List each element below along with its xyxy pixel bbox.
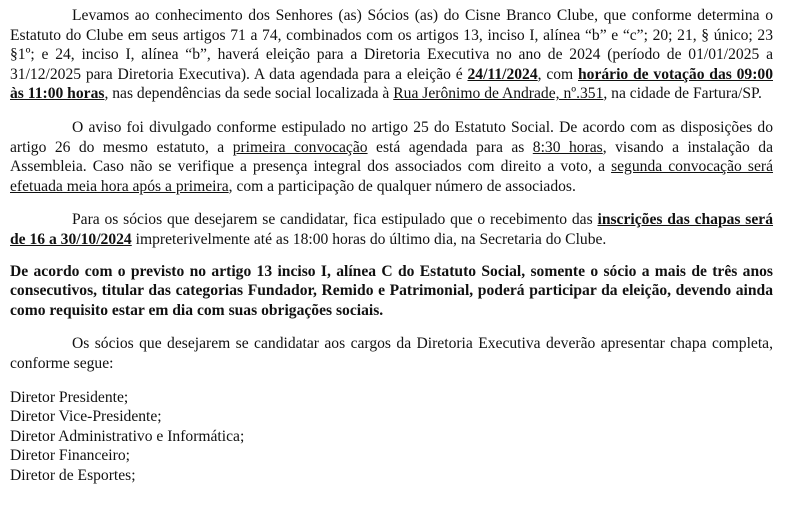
paragraph-convocation (10, 118, 773, 196)
first-call: primeira convocação (232, 138, 368, 156)
first-call-time: 8:30 horas (532, 138, 603, 156)
club-address: Rua Jerônimo de Andrade, nº.351 (393, 85, 604, 103)
registrations-text-b: impreterivelmente até as 18:00 horas do último dia, na Secretaria do Clube. (131, 230, 607, 248)
list-item: Diretor Presidente; (10, 388, 129, 406)
election-date: 24/11/2024 (467, 65, 538, 83)
paragraph-eligibility: De acordo com o previsto no artigo 13 inciso I, alínea C do Estatuto Social, somente o sócio a mais de três anos consecutivos, titular das categorias Fundador, Remido e Patrimonial, poderá participar da eleição, devendo ainda como requisito estar em dia com suas obrigações sociais. (10, 262, 773, 319)
paragraph-election-notice (10, 6, 773, 104)
notice-text-b: , com (537, 65, 578, 83)
notice-text-a: Levamos ao conhecimento dos Senhores (as) Sócios (as) do Cisne Branco Clube, que conforme determina o Estatuto do Clube em seus artigos 71 a 74, combinados com os artigos 13, inciso I, alínea “b” e “c”; 20; 21, § único; 23 §1º; e 24, inciso I, alínea “b”, haverá eleição para a Diretoria Executiva no ano de 2024 (período de 01/01/2025 a 31/12/2025 para Diretoria Executiva). A data agendada para a eleição é (10, 7, 773, 83)
notice-text-c: , nas dependências da sede social localizada à (104, 85, 394, 103)
notice-text-d: , na cidade de Fartura/SP. (603, 85, 762, 103)
voting-hours: horário de votação das 09:00 às 11:00 horas (10, 65, 773, 103)
positions-list (10, 388, 773, 486)
registrations-text-a: Para os sócios que desejarem se candidatar, fica estipulado que o recebimento das (72, 211, 598, 229)
list-item: Diretor Administrativo e Informática; (10, 427, 245, 445)
list-item: Diretor de Esportes; (10, 466, 136, 484)
list-item: Diretor Vice-Presidente; (10, 408, 162, 426)
convocation-text-a: O aviso foi divulgado conforme estipulado no artigo 25 do Estatuto Social. De acordo com as disposições do artigo 26 do mesmo estatuto, a (10, 118, 773, 156)
second-call: segunda convocação será efetuada meia hora após a primeira (10, 158, 773, 195)
list-item: Diretor Financeiro; (10, 447, 130, 465)
convocation-text-d: , com a participação de qualquer número de associados. (228, 177, 576, 195)
convocation-text-b: está agendada para as (367, 138, 533, 156)
registration-period: inscrições das chapas será de 16 a 30/10/2024 (10, 211, 774, 248)
paragraph-candidacy: Os sócios que desejarem se candidatar aos cargos da Diretoria Executiva deverão apresentar chapa completa, conforme segue: (10, 335, 773, 372)
convocation-text-c: , visando a instalação da Assembleia. Caso não se verifique a presença integral dos associados com direito a voto, a (10, 138, 773, 176)
paragraph-registrations (10, 210, 773, 249)
